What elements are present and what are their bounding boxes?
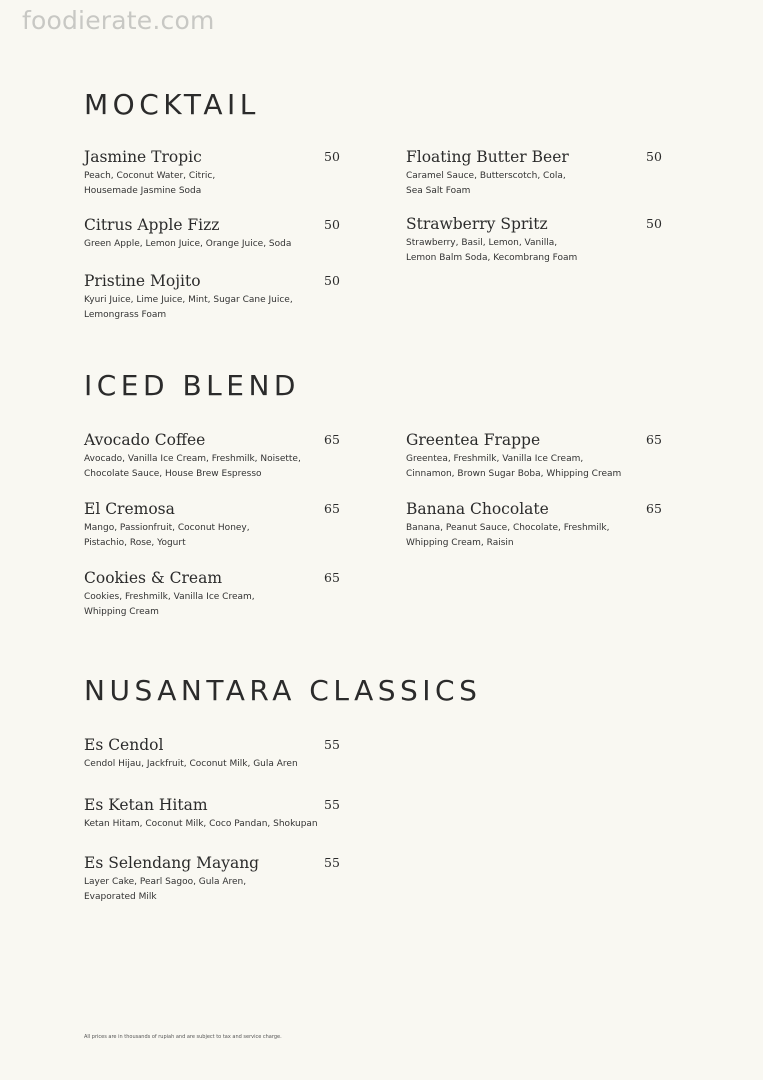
item-name: El Cremosa (84, 500, 175, 518)
item-price: 55 (324, 855, 340, 870)
footer-note: All prices are in thousands of rupiah and are subject to tax and service charge. (84, 1034, 282, 1040)
item-description: Green Apple, Lemon Juice, Orange Juice, Soda (84, 239, 292, 249)
item-name: Es Cendol (84, 736, 164, 754)
menu-item (84, 735, 344, 772)
menu-item (84, 271, 344, 323)
item-price: 50 (646, 216, 662, 231)
item-description: Ketan Hitam, Coconut Milk, Coco Pandan, Shokupan (84, 819, 318, 829)
item-price: 55 (324, 797, 340, 812)
menu-item (406, 499, 666, 551)
item-name: Citrus Apple Fizz (84, 216, 220, 234)
menu-item (84, 499, 344, 551)
item-price: 65 (324, 501, 340, 516)
menu-item (406, 147, 666, 199)
item-description: Layer Cake, Pearl Sagoo, Gula Aren, Evaporated Milk (84, 877, 247, 902)
menu-item (84, 795, 344, 832)
item-name: Floating Butter Beer (406, 148, 569, 166)
section-title-mocktail: MOCKTAIL (84, 88, 260, 121)
item-description: Cookies, Freshmilk, Vanilla Ice Cream, Whipping Cream (84, 592, 255, 617)
item-price: 55 (324, 737, 340, 752)
item-price: 50 (324, 149, 340, 164)
item-name: Es Selendang Mayang (84, 854, 260, 872)
item-description: Peach, Coconut Water, Citric, Housemade Jasmine Soda (84, 171, 216, 196)
item-description: Mango, Passionfruit, Coconut Honey, Pistachio, Rose, Yogurt (84, 523, 250, 548)
item-name: Banana Chocolate (406, 500, 549, 518)
menu-item (84, 853, 344, 905)
item-price: 65 (324, 570, 340, 585)
item-name: Es Ketan Hitam (84, 796, 208, 814)
item-name: Greentea Frappe (406, 431, 541, 449)
item-description: Greentea, Freshmilk, Vanilla Ice Cream, Cinnamon, Brown Sugar Boba, Whipping Cream (406, 454, 622, 479)
item-name: Jasmine Tropic (84, 148, 202, 166)
item-price: 50 (646, 149, 662, 164)
item-name: Pristine Mojito (84, 272, 201, 290)
item-price: 65 (324, 432, 340, 447)
item-price: 65 (646, 432, 662, 447)
item-price: 65 (646, 501, 662, 516)
section-title-iced-blend: ICED BLEND (84, 369, 300, 402)
item-name: Cookies & Cream (84, 569, 223, 587)
menu-item (406, 214, 666, 266)
watermark: foodierate.com (22, 6, 215, 35)
item-name: Strawberry Spritz (406, 215, 548, 233)
item-description: Caramel Sauce, Butterscotch, Cola, Sea Salt Foam (406, 171, 566, 196)
section-title-nusantara-classics: NUSANTARA CLASSICS (84, 674, 482, 707)
item-description: Banana, Peanut Sauce, Chocolate, Freshmilk, Whipping Cream, Raisin (406, 523, 610, 548)
item-description: Cendol Hijau, Jackfruit, Coconut Milk, Gula Aren (84, 759, 298, 769)
menu-item (84, 215, 344, 252)
item-description: Kyuri Juice, Lime Juice, Mint, Sugar Cane Juice, Lemongrass Foam (84, 295, 293, 320)
menu-item (84, 568, 344, 620)
item-name: Avocado Coffee (84, 431, 206, 449)
item-price: 50 (324, 273, 340, 288)
menu-item (406, 430, 666, 482)
item-description: Strawberry, Basil, Lemon, Vanilla, Lemon Balm Soda, Kecombrang Foam (406, 238, 578, 263)
menu-item (84, 147, 344, 199)
item-price: 50 (324, 217, 340, 232)
item-description: Avocado, Vanilla Ice Cream, Freshmilk, Noisette, Chocolate Sauce, House Brew Espresso (84, 454, 301, 479)
menu-item (84, 430, 344, 482)
